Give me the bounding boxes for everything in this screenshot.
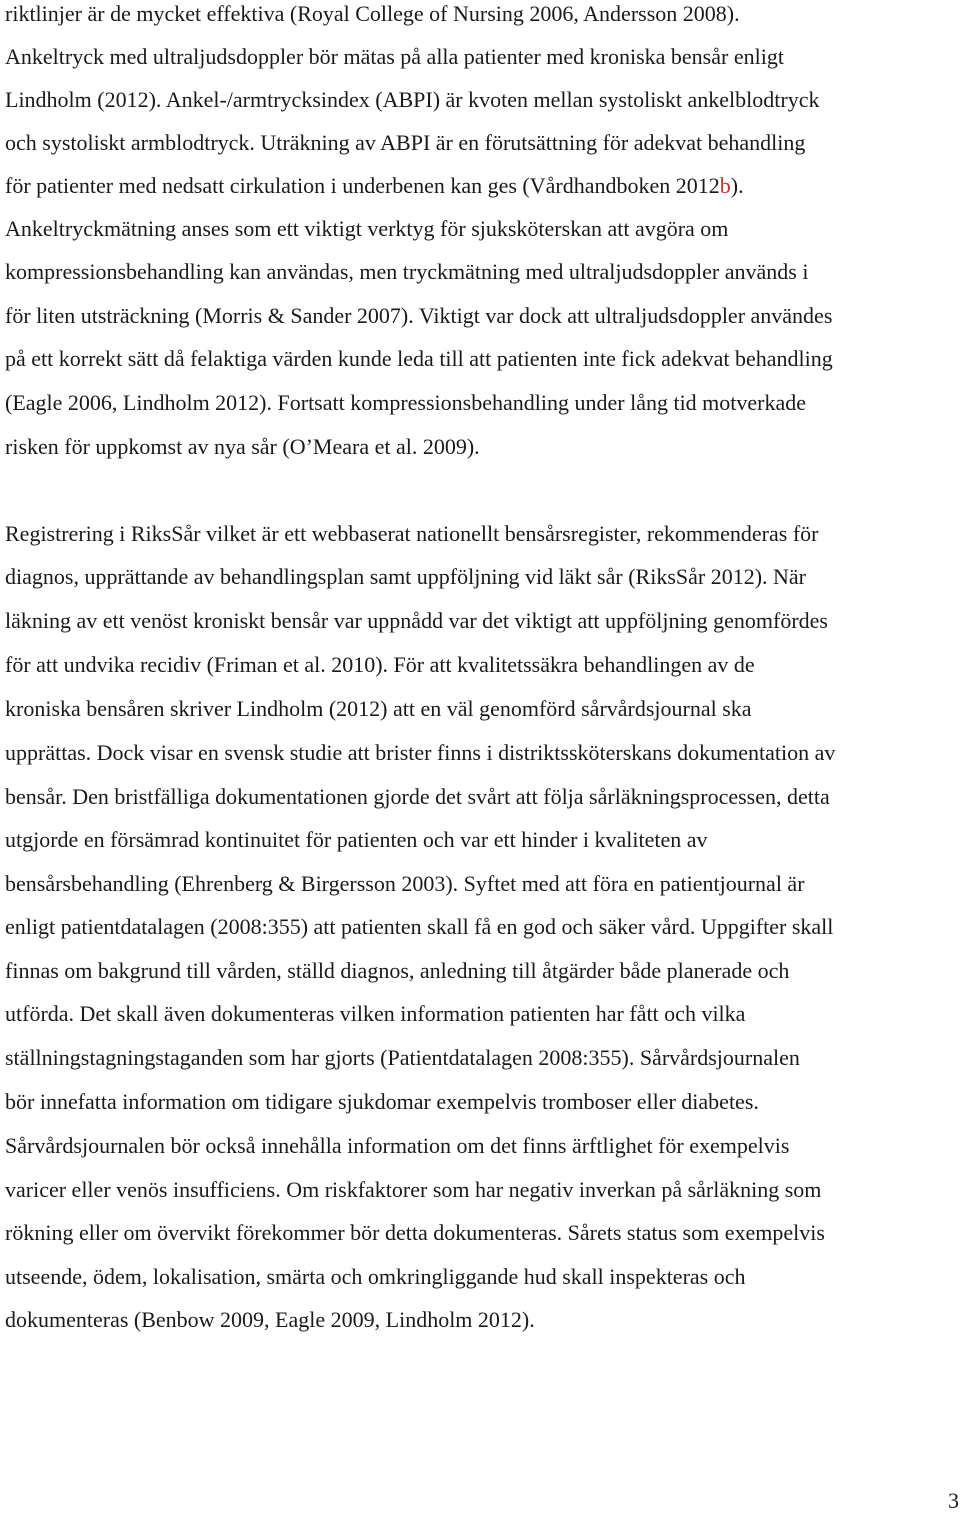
text-run: för patienter med nedsatt cirkulation i underbenen kan ges (Vårdhandboken 2012	[5, 173, 720, 198]
text-line: varicer eller venös insufficiens. Om riskfaktorer som har negativ inverkan på sårläkning som	[5, 1177, 822, 1202]
text-line: utförda. Det skall även dokumenteras vilken information patienten har fått och vilka	[5, 1001, 746, 1026]
text-line: enligt patientdatalagen (2008:355) att patienten skall få en god och säker vård. Uppgifter skall	[5, 914, 834, 939]
text-line: för att undvika recidiv (Friman et al. 2010). För att kvalitetssäkra behandlingen av de	[5, 652, 755, 677]
text-line: läkning av ett venöst kroniskt bensår var uppnådd var det viktigt att uppföljning genomfördes	[5, 608, 828, 633]
text-line	[5, 173, 744, 199]
text-line: bör innefatta information om tidigare sjukdomar exempelvis tromboser eller diabetes.	[5, 1089, 759, 1114]
text-line: kompressionsbehandling kan användas, men tryckmätning med ultraljudsdoppler används i	[5, 259, 809, 284]
text-line: risken för uppkomst av nya sår (O’Meara et al. 2009).	[5, 434, 480, 459]
text-line: Ankeltryck med ultraljudsdoppler bör mätas på alla patienter med kroniska bensår enligt	[5, 44, 784, 69]
page-number: 3	[948, 1488, 959, 1513]
text-run: ).	[730, 173, 744, 198]
text-line: rökning eller om övervikt förekommer bör detta dokumenteras. Sårets status som exempelvis	[5, 1220, 825, 1245]
text-line: bensår. Den bristfälliga dokumentationen gjorde det svårt att följa sårläkningsprocessen, detta	[5, 784, 830, 809]
text-line: upprättas. Dock visar en svensk studie att brister finns i distriktssköterskans dokumentation av	[5, 740, 836, 765]
text-line: utseende, ödem, lokalisation, smärta och omkringliggande hud skall inspekteras och	[5, 1264, 746, 1289]
citation-suffix-highlight: b	[719, 173, 731, 198]
text-line: för liten utsträckning (Morris & Sander 2007). Viktigt var dock att ultraljudsdoppler användes	[5, 303, 833, 328]
text-line: Sårvårdsjournalen bör också innehålla information om det finns ärftlighet för exempelvis	[5, 1133, 790, 1158]
text-line: Ankeltryckmätning anses som ett viktigt verktyg för sjuksköterskan att avgöra om	[5, 216, 729, 241]
text-line: diagnos, upprättande av behandlingsplan samt uppföljning vid läkt sår (RiksSår 2012). När	[5, 564, 807, 589]
text-line: (Eagle 2006, Lindholm 2012). Fortsatt kompressionsbehandling under lång tid motverkade	[5, 390, 807, 415]
text-line: och systoliskt armblodtryck. Uträkning av ABPI är en förutsättning för adekvat behandling	[5, 130, 806, 155]
text-line: Lindholm (2012). Ankel-/armtrycksindex (ABPI) är kvoten mellan systoliskt ankelblodtryck	[5, 87, 820, 112]
text-line: riktlinjer är de mycket effektiva (Royal College of Nursing 2006, Andersson 2008).	[5, 1, 740, 26]
text-line: utgjorde en försämrad kontinuitet för patienten och var ett hinder i kvaliteten av	[5, 827, 708, 852]
text-line: kroniska bensåren skriver Lindholm (2012) att en väl genomförd sårvårdsjournal ska	[5, 696, 752, 721]
text-line: Registrering i RiksSår vilket är ett webbaserat nationellt bensårsregister, rekommenderas för	[5, 521, 819, 546]
text-line: ställningstagningstaganden som har gjorts (Patientdatalagen 2008:355). Sårvårdsjournalen	[5, 1045, 800, 1070]
text-line: bensårsbehandling (Ehrenberg & Birgersson 2003). Syftet med att föra en patientjournal är	[5, 871, 805, 896]
text-line: på ett korrekt sätt då felaktiga värden kunde leda till att patienten inte fick adekvat behandling	[5, 346, 833, 371]
text-line: finnas om bakgrund till vården, ställd diagnos, anledning till åtgärder både planerade och	[5, 958, 790, 983]
text-line: dokumenteras (Benbow 2009, Eagle 2009, Lindholm 2012).	[5, 1307, 535, 1332]
